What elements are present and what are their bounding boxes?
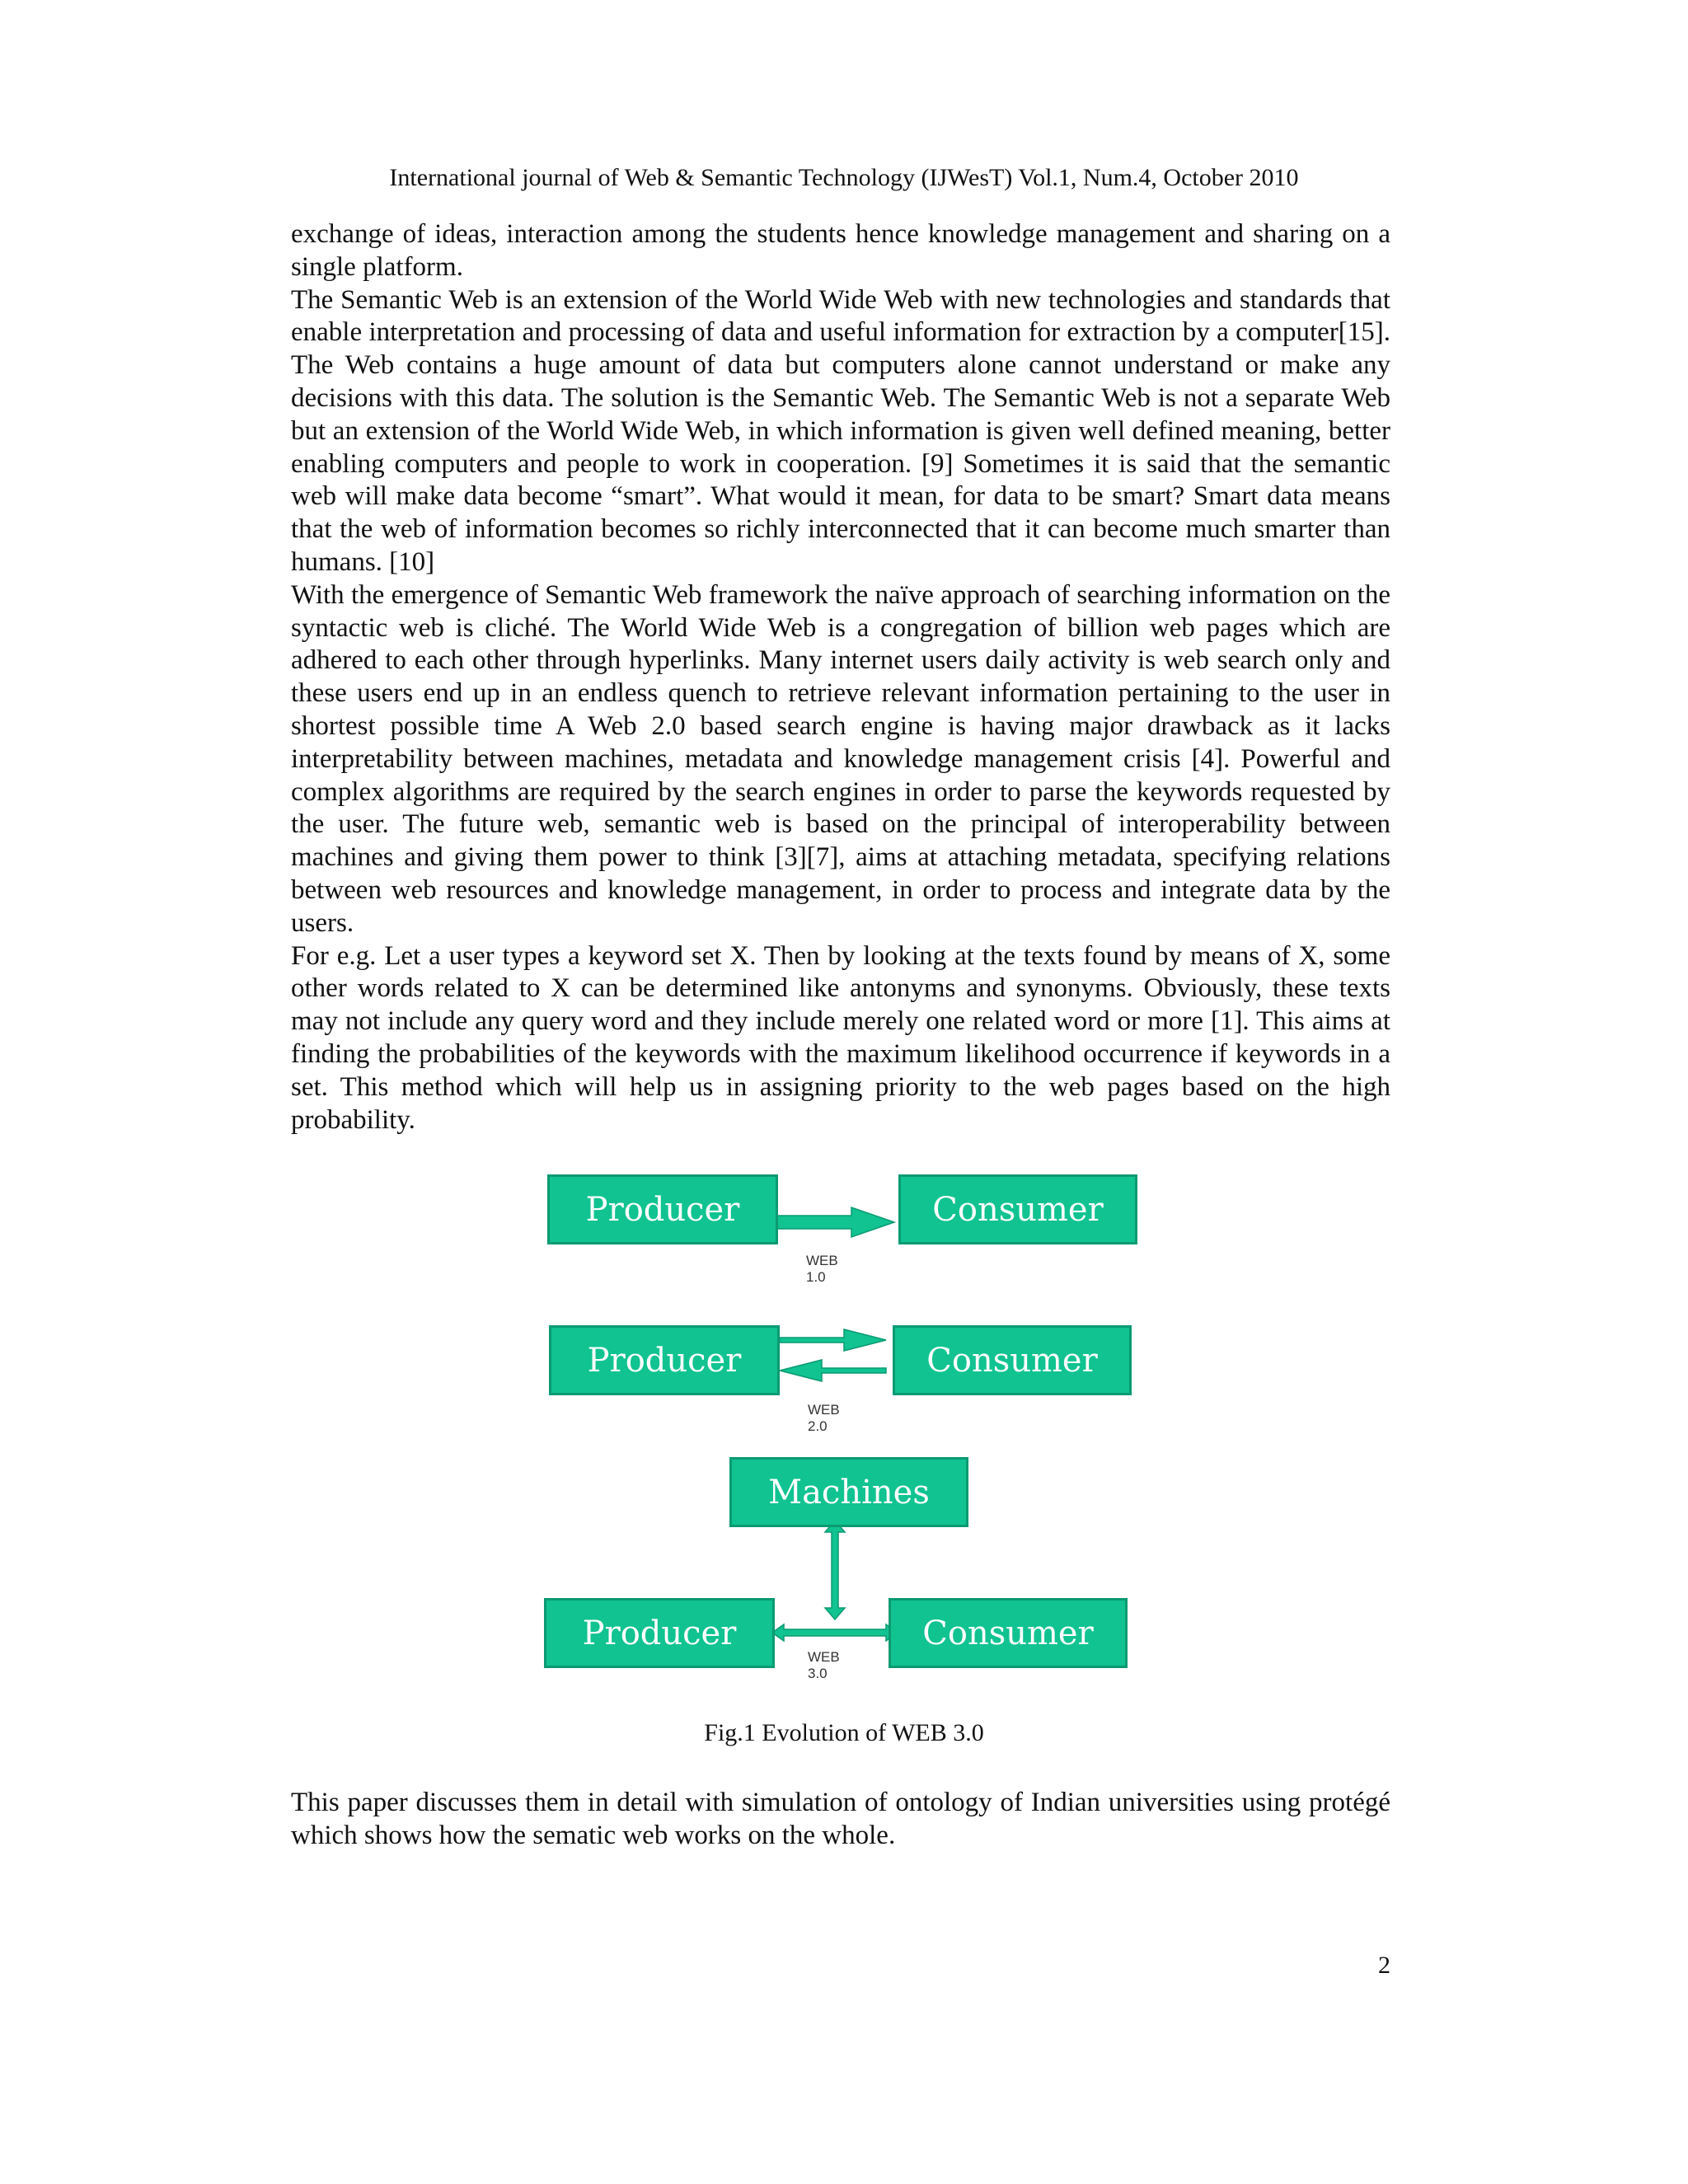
page-number: 2 [1378, 1952, 1390, 1979]
web1-consumer-box: Consumer [898, 1174, 1137, 1244]
web3-consumer-box: Consumer [889, 1598, 1128, 1668]
web1-arrow-right [777, 1207, 894, 1237]
web3-machines-box: Machines [729, 1457, 968, 1527]
paragraph-2: The Semantic Web is an extension of the World Wide Web with new technologies and standards that enable interpretation and processing of data and useful information for extraction by a computer[15]. The Web contains a huge amount of data but computers alone cannot understand or make any decisions with this data. The solution is the Semantic Web. The Semantic Web is not a separate Web but an extension of the World Wide Web, in which information is given well defined meaning, better enabling computers and people to work in cooperation. [9] Sometimes it is said that the semantic web will make data become “smart”. What would it mean, for data to be smart? Smart data means that the web of information becomes so richly interconnected that it can become much smarter than humans. [10] [291, 284, 1390, 577]
web3-arrow-vertical [825, 1521, 845, 1619]
web2-label: WEB 2.0 [808, 1402, 840, 1434]
figure-caption: Fig.1 Evolution of WEB 3.0 [704, 1719, 984, 1746]
web2-consumer-box: Consumer [893, 1325, 1132, 1395]
web3-label: WEB 3.0 [808, 1649, 840, 1681]
web3-arrow-horizontal [772, 1624, 898, 1641]
paragraph-1: exchange of ideas, interaction among the students hence knowledge management and sharing on a single platform. [291, 219, 1390, 282]
web2-producer-box: Producer [549, 1325, 780, 1395]
closing-paragraph: This paper discusses them in detail with simulation of ontology of Indian universities using protégé which shows how the sematic web works on the whole. [291, 1788, 1390, 1850]
web2-arrow-left [780, 1360, 886, 1381]
paragraph-3: With the emergence of Semantic Web framework the naïve approach of searching information on the syntactic web is cliché. The World Wide Web is a congregation of billion web pages which are adhered to each other through hyperlinks. Many internet users daily activity is web search only and these users end up in an endless quench to retrieve relevant information pertaining to the user in shortest possible time A Web 2.0 based search engine is having major drawback as it lacks interpretability between machines, metadata and knowledge management crisis [4]. Powerful and complex algorithms are required by the search engines in order to parse the keywords requested by the user. The future web, semantic web is based on the principal of interoperability between machines and giving them power to think [3][7], aims at attaching metadata, specifying relations between web resources and knowledge management, in order to process and integrate data by the users. [291, 579, 1390, 938]
web1-producer-box: Producer [547, 1174, 778, 1244]
closing-text [291, 1787, 1390, 1853]
running-header: International journal of Web & Semantic Technology (IJWesT) Vol.1, Num.4, October 2010 [389, 164, 1299, 191]
paragraph-4: For e.g. Let a user types a keyword set X. Then by looking at the texts found by means of X, some other words related to X can be determined like antonyms and synonyms. Obviously, these texts may not include any query word and they include merely one related word or more [1]. This aims at finding the probabilities of the keywords with the maximum likelihood occurrence if keywords in a set. This method which will help us in assigning priority to the web pages based on the high probability. [291, 940, 1390, 1135]
web2-arrow-right [780, 1329, 886, 1351]
figure-arrows [544, 1174, 1137, 1669]
web1-label: WEB 1.0 [806, 1253, 838, 1285]
body-text [291, 218, 1390, 1137]
web3-producer-box: Producer [544, 1598, 775, 1668]
